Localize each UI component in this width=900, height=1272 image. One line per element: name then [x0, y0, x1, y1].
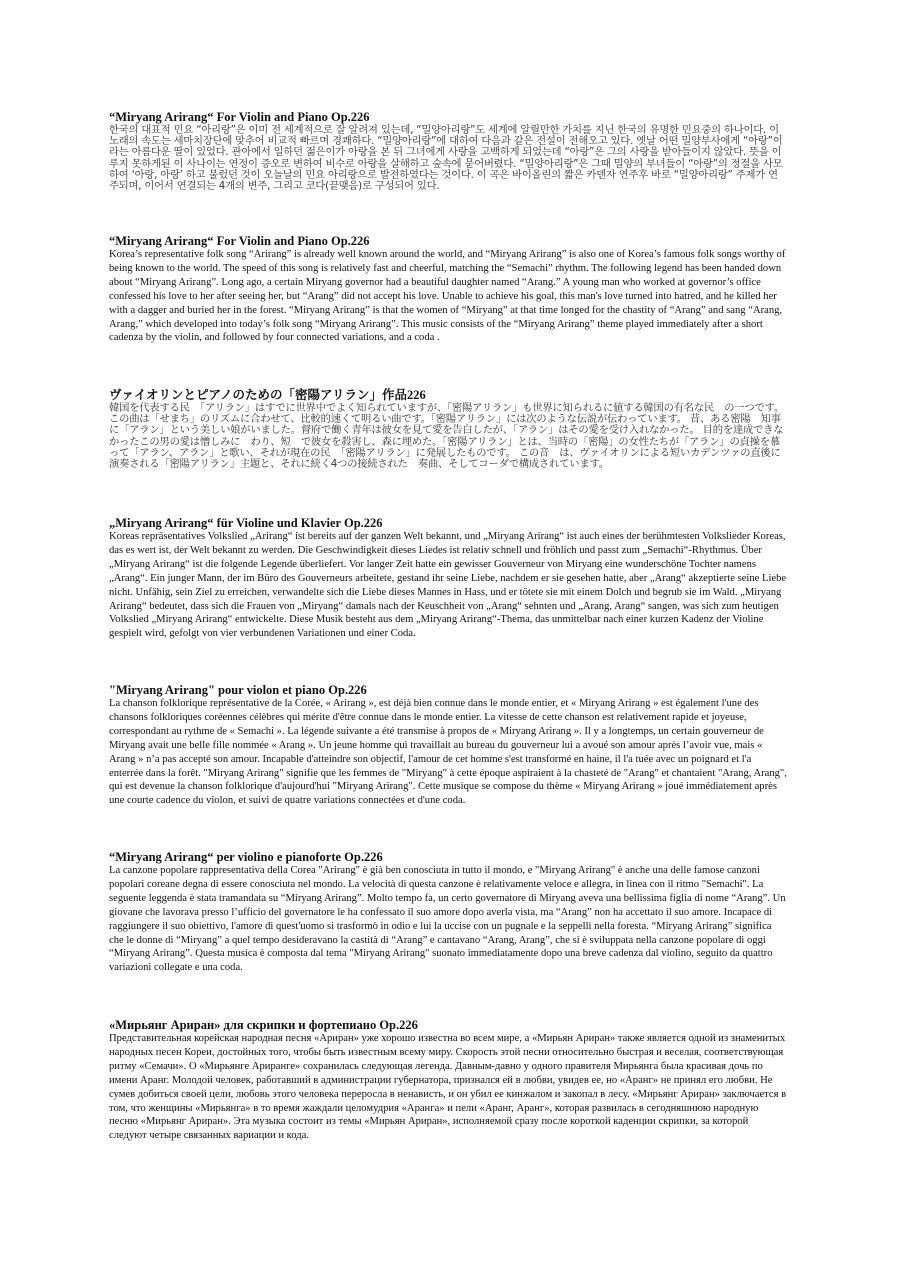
section-body: La chanson folklorique représentative de la Corée, « Arirang », est déjà bien connue dans le monde entier, et « Miryang Arirang » est également l'une des chansons folkloriques coréennes célèbres qui mérite d'être connue dans le monde entier. La vitesse de cette chanson est relativement rapide et joyeuse, correspondant au rythme de « Semachi ». La légende suivante a été transmise à propos de « Miryang Arirang ». Il y a longtemps, un certain gouverneur de Miryang avait une belle fille nommée « Arang ». Un jeune homme qui travaillait au bureau du gouverneur lui a avoué son amour après l’avoir vue, mais « Arang » n’a pas accepté son amour. Incapable d'atteindre son objectif, l'amour de cet homme s'est transformé en haine, il l'a tuée avec un poignard et l'a enterrée dans la forêt. "Miryang Arirang" signifie que les femmes de "Miryang" à cette époque aspiraient à la chasteté de "Arang" et chantaient "Arang, Arang", qui est devenue la chanson folklorique d'aujourd'hui "Miryang Arirang". Cette musique se compose du thème « Miryang Arirang » joué immédiatement après une courte cadence du violon, et suivi de quatre variations connectées et d'une coda. — [109, 698, 787, 807]
section-korean — [109, 110, 787, 192]
section-title: “Miryang Arirang“ For Violin and Piano Op.226 — [109, 234, 370, 248]
section-body: 한국의 대표적 민요 “아리랑”은 이미 전 세계적으로 잘 알려져 있는데, “밀양아리랑”도 세계에 알릴만한 가치를 지닌 한국의 유명한 민요중의 하나이다. 이 노래의 속도는 세마치장단에 맞추어 비교적 빠르며 경쾌하다. “밀양아리랑”에 대하여 다음과 같은 전설이 전해오고 있다. 옛날 어떤 밀양부사에게 “아랑”이라는 아름다운 딸이 있었다. 관아에서 일하던 젊은이가 아랑을 본 뒤 그녀에게 사랑을 고백하게 되었는데 “아랑”은 그의 사랑을 받아들이지 않았다. 뜻을 이루지 못하게된 이 사나이는 연정이 증오로 변하여 비수로 아랑을 살해하고 숲속에 묻어버렸다. “밀양아리랑”은 그때 밀양의 부녀들이 “아랑”의 정절을 사모하여 ‘아랑, 아랑’ 하고 불렀던 것이 오늘날의 민요 아리랑으로 발전하였다는 것이다. 이 곡은 바이올린의 짧은 카덴자 연주후 바로 “밀양아리랑” 주제가 연주되며, 이어서 연결되는 4개의 변주, 그리고 코다(끝맺음)로 구성되어 있다. — [109, 124, 783, 193]
section-title: "Miryang Arirang" pour violon et piano Op.226 — [109, 683, 367, 697]
section-body: Korea’s representative folk song “Arirang” is already well known around the world, and “Miryang Arirang” is also one of Korea’s famous folk songs worthy of being known to the world. The speed of this song is relatively fast and cheerful, matching the “Semachi” rhythm. The following legend has been handed down about “Miryang Arirang”. Long ago, a certain Miryang governor had a beautiful daughter named “Arang.” A young man who worked at governor’s office confessed his love to her after seeing her, but “Arang” did not accept his love. Unable to achieve his goal, this man's love turned into hatred, and he killed her with a dagger and buried her in the forest. “Miryang Arirang” is that the women of “Miryang” at that time longed for the chastity of “Arang” and sang “Arang, Arang,” which developed into today’s folk song “Miryang Arirang”. This music consists of the “Miryang Arirang” theme played immediately after a short cadenza by the violin, and followed by four connected variations, and a coda . — [109, 249, 786, 344]
section-english — [109, 234, 787, 345]
section-russian — [109, 1018, 787, 1143]
section-title: “Miryang Arirang“ per violino e pianoforte Op.226 — [109, 850, 383, 864]
section-body: La canzone popolare rappresentativa della Corea "Arirang" è già ben conosciuta in tutto il mondo, e "Miryang Arirang" è anche una delle famose canzoni popolari coreane degna di essere conosciuta nel mondo. La velocità di questa canzone è relativamente veloce e allegra, in linea con il ritmo "Semachi". La seguente leggenda è stata tramandata su “Miryang Arirang”. Molto tempo fa, un certo governatore di Miryang aveva una bellissima figlia di nome “Arang”. Un giovane che lavorava presso l’ufficio del governatore le ha confessato il suo amore dopo averla vista, ma “Arang” non ha accettato il suo amore. Incapace di raggiungere il suo obiettivo, l'amore di quest'uomo si trasformò in odio e lui la uccise con un pugnale e la seppellì nella foresta. “Miryang Arirang” significa che le donne di “Miryang” a quel tempo desideravano la castità di “Arang” e cantavano “Arang, Arang”, che si è sviluppata nella canzone popolare di oggi “Miryang Arirang”. Questa musica è composta dal tema "Miryang Arirang" suonato immediatamente dopo una breve cadenza dal violino, seguito da quattro variazioni collegate e una coda. — [109, 865, 786, 974]
section-japanese — [109, 388, 787, 470]
section-body: Koreas repräsentatives Volkslied „Arirang“ ist bereits auf der ganzen Welt bekannt, und „Miryang Arirang“ ist auch eines der berühmtesten Volkslieder Koreas, das es wert ist, der Welt bekannt zu werden. Die Geschwindigkeit dieses Liedes ist relativ schnell und fröhlich und passt zum „Semachi“-Rhythmus. Über „Miryang Arirang“ ist die folgende Legende überliefert. Vor langer Zeit hatte ein gewisser Gouverneur von Miryang eine wunderschöne Tochter namens „Arang“. Ein junger Mann, der im Büro des Gouverneurs arbeitete, gestand ihr seine Liebe, nachdem er sie gesehen hatte, aber „Arang“ akzeptierte seine Liebe nicht. Unfähig, sein Ziel zu erreichen, verwandelte sich die Liebe dieses Mannes in Hass, und er tötete sie mit einem Dolch und begrub sie im Wald. „Miryang Arirang“ bedeutet, dass sich die Frauen von „Miryang“ damals nach der Keuschheit von „Arang“ sehnten und „Arang, Arang“ sangen, was sich zum heutigen Volkslied „Miryang Arirang“ entwickelte. Diese Musik besteht aus dem „Miryang Arirang“-Thema, das unmittelbar nach einer kurzen Kadenz der Violine gespielt wird, gefolgt von vier verbundenen Variationen und einer Coda. — [109, 531, 787, 640]
section-italian — [109, 850, 787, 975]
section-french — [109, 683, 787, 808]
section-title: “Miryang Arirang“ For Violin and Piano Op.226 — [109, 110, 370, 124]
section-title: ヴァイオリンとピアノのための「密陽アリラン」作品226 — [109, 388, 426, 402]
section-title: „Miryang Arirang“ für Violine und Klavier Op.226 — [109, 516, 383, 530]
section-title: «Мирьянг Ариран» для скрипки и фортепиано Op.226 — [109, 1018, 418, 1032]
section-body: 韓国を代表する民 「アリラン」はすでに世界中でよく知られていますが、「密陽アリラン」も世界に知られるに値する韓国の有名な民 の一つです。 この曲は「せまち」のリズムに合わせて、比較的速くて明るい曲です。「密陽アリラン」には次のような伝説が伝わっています。 昔、ある密陽 知事に「アラン」という美しい娘がいました。督府で働く青年は彼女を見て愛を告白したが、「アラン」はその愛を受け入れなかった。 目的を達成できなかったこの男の愛は憎しみに わり、短 で彼女を殺害し、森に埋めた。「密陽アリラン」とは、当時の「密陽」の女性たちが「アラン」の貞操を慕って「アラン、アラン」と歌い、それが現在の民 「密陽アリラン」に発展したものです。 この音 は、ヴァイオリンによる短いカデンツァの直後に演奏される「密陽アリラン」主題と、それに続く4つの接続された 奏曲、そしてコーダで構成されています。 — [109, 402, 784, 471]
section-german — [109, 516, 787, 641]
section-body: Представительная корейская народная песня «Ариран» уже хорошо известна во всем мире, а «Мирьян Ариран» также является одной из знаменитых народных песен Кореи, достойных того, чтобы быть известным всему миру. Скорость этой песни относительно быстрая и веселая, соответствующая ритму «Семачи». О «Мирьянге Ариранге» сохранилась следующая легенда. Давным-давно у одного правителя Мирьянга была красивая дочь по имени Аранг. Молодой человек, работавший в администрации губернатора, признался ей в любви, увидев ее, но «Аранг» не принял его любви. Не сумев добиться своей цели, любовь этого человека переросла в ненависть, и он убил ее кинжалом и закопал в лесу. «Мирьянг Ариран» заключается в том, что женщины «Мирьянга» в то время жаждали целомудрия «Аранга» и пели «Аранг, Аранг», которая развилась в сегодняшнюю народную песню «Мирьянг Ариран». Эта музыка состоит из темы «Мирьян Ариран», исполняемой сразу после короткой каденции скрипки, за которой следуют четыре связанных вариации и кода. — [109, 1033, 787, 1142]
